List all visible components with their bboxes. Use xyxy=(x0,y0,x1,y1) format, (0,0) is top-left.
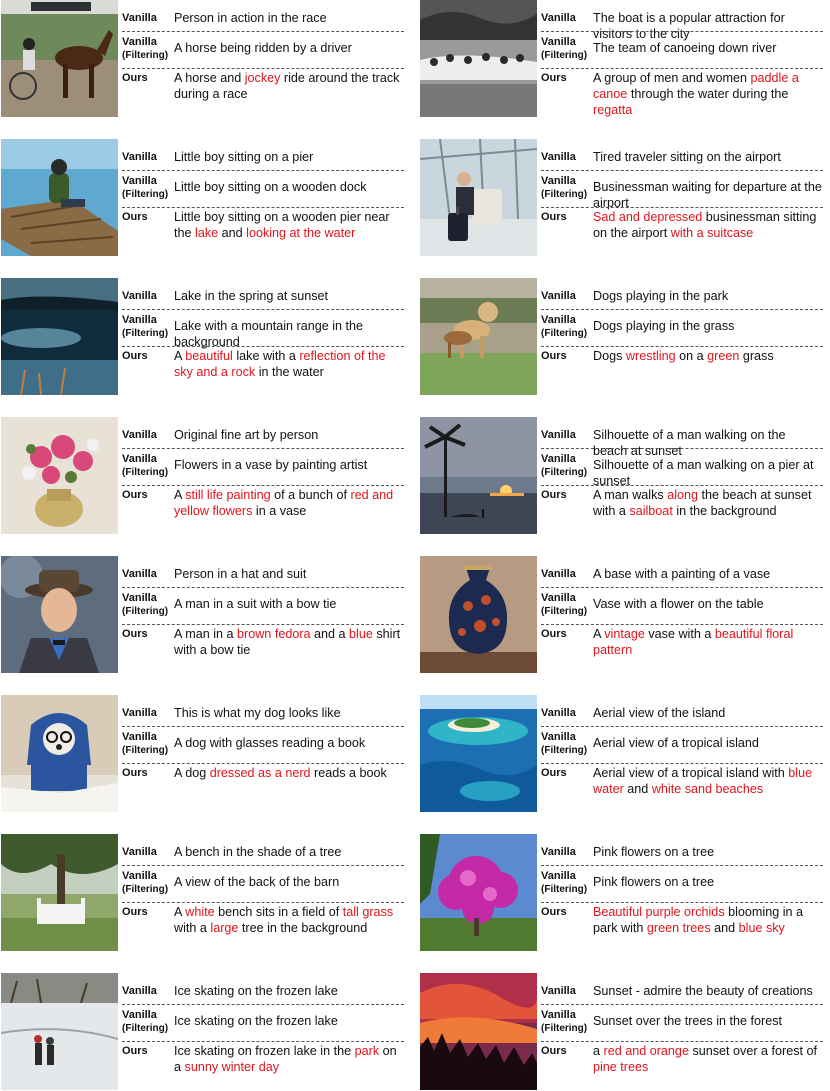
highlighted-phrase: green xyxy=(707,349,740,363)
caption-segment: A group of men and women xyxy=(593,71,751,85)
filtering-label-main: Vanilla xyxy=(122,175,157,187)
example-entry xyxy=(419,278,829,396)
vanilla-caption: This is what my dog looks like xyxy=(174,706,341,720)
vanilla-caption: The boat is a popular attraction for visitors to the city xyxy=(593,11,785,41)
ours-caption xyxy=(174,209,404,241)
ours-label: Ours xyxy=(541,211,567,223)
caption-group xyxy=(541,278,823,396)
ours-caption xyxy=(174,765,404,781)
caption-segment: sunset over a forest of xyxy=(688,1044,818,1058)
filtering-label-sub: (Filtering) xyxy=(541,884,588,895)
caption-segment: in the background xyxy=(672,504,777,518)
highlighted-phrase: brown fedora xyxy=(237,627,311,641)
vanilla-label: Vanilla xyxy=(541,846,576,858)
filtering-label-sub: (Filtering) xyxy=(541,328,588,339)
filtering-caption: Pink flowers on a tree xyxy=(593,875,715,889)
example-image xyxy=(1,556,118,673)
example-image xyxy=(1,139,118,256)
caption-segment: a xyxy=(593,1044,604,1058)
vanilla-caption: A bench in the shade of a tree xyxy=(174,845,342,859)
ours-label: Ours xyxy=(541,767,567,779)
highlighted-phrase: red and orange xyxy=(603,1044,689,1058)
highlighted-phrase: sailboat xyxy=(629,504,673,518)
example-image xyxy=(1,417,118,534)
filtering-caption: Silhouette of a man walking on a pier at sunset xyxy=(593,458,814,488)
filtering-label-main: Vanilla xyxy=(122,314,157,326)
filtering-label-sub: (Filtering) xyxy=(122,50,169,61)
caption-segment: bench sits in a field of xyxy=(214,905,343,919)
filtering-label-sub: (Filtering) xyxy=(541,745,588,756)
caption-segment: A xyxy=(174,488,186,502)
caption-segment: A xyxy=(593,627,605,641)
filtering-label xyxy=(541,314,591,340)
caption-segment: A xyxy=(174,905,186,919)
caption-segment: A dog xyxy=(174,766,210,780)
caption-segment: on a xyxy=(174,1044,397,1074)
highlighted-phrase: Beautiful purple orchids xyxy=(593,905,725,919)
filtering-label-sub: (Filtering) xyxy=(541,467,588,478)
filtering-label-main: Vanilla xyxy=(541,36,576,48)
vanilla-caption: Person in action in the race xyxy=(174,11,327,25)
filtering-label xyxy=(122,36,172,62)
vanilla-label: Vanilla xyxy=(541,151,576,163)
caption-segment: and xyxy=(623,782,652,796)
example-entry xyxy=(0,278,410,396)
highlighted-phrase: lake xyxy=(195,226,219,240)
vanilla-label: Vanilla xyxy=(122,12,157,24)
caption-segment: vase with a xyxy=(644,627,715,641)
ours-caption xyxy=(593,1043,823,1075)
vanilla-caption: Pink flowers on a tree xyxy=(593,845,715,859)
vanilla-label: Vanilla xyxy=(541,707,576,719)
filtering-label xyxy=(122,314,172,340)
ours-label: Ours xyxy=(541,628,567,640)
filtering-label xyxy=(541,453,591,479)
highlighted-phrase: beautiful floral pattern xyxy=(593,627,794,657)
filtering-label-main: Vanilla xyxy=(541,731,576,743)
highlighted-phrase: regatta xyxy=(593,103,633,117)
caption-group xyxy=(122,0,404,118)
caption-segment: reads a book xyxy=(310,766,387,780)
ours-caption xyxy=(593,626,823,658)
filtering-label-main: Vanilla xyxy=(122,731,157,743)
filtering-label-main: Vanilla xyxy=(122,453,157,465)
example-image xyxy=(1,695,118,812)
highlighted-phrase: green trees xyxy=(646,921,711,935)
vanilla-label: Vanilla xyxy=(541,568,576,580)
highlighted-phrase: blue water xyxy=(593,766,813,796)
vanilla-caption: Little boy sitting on a pier xyxy=(174,150,314,164)
highlighted-phrase: park xyxy=(354,1044,380,1058)
ours-label: Ours xyxy=(122,767,148,779)
caption-group xyxy=(541,0,823,118)
highlighted-phrase: vintage xyxy=(604,627,645,641)
caption-group xyxy=(122,139,404,257)
ours-caption xyxy=(593,765,823,797)
filtering-caption: Flowers in a vase by painting artist xyxy=(174,458,368,472)
highlighted-phrase: tall grass xyxy=(342,905,394,919)
filtering-label-main: Vanilla xyxy=(122,592,157,604)
filtering-caption: Dogs playing in the grass xyxy=(593,319,735,333)
caption-segment: shirt with a bow tie xyxy=(174,627,401,657)
example-entry xyxy=(419,139,829,257)
filtering-label-sub: (Filtering) xyxy=(122,884,169,895)
caption-segment: businessman sitting on the airport xyxy=(593,210,817,240)
highlighted-phrase: looking at the water xyxy=(246,226,356,240)
caption-segment: blooming in a park with xyxy=(593,905,804,935)
highlighted-phrase: reflection of the sky and a rock xyxy=(174,349,386,379)
filtering-caption: Sunset over the trees in the forest xyxy=(593,1014,783,1028)
ours-caption xyxy=(174,70,404,102)
vanilla-label: Vanilla xyxy=(122,707,157,719)
filtering-caption: A man in a suit with a bow tie xyxy=(174,597,337,611)
caption-segment: grass xyxy=(739,349,774,363)
caption-segment: A horse and xyxy=(174,71,245,85)
ours-caption xyxy=(593,487,823,519)
filtering-label xyxy=(541,36,591,62)
filtering-caption: Businessman waiting for departure at the airport xyxy=(593,180,822,210)
highlighted-phrase: paddle a canoe xyxy=(593,71,799,101)
filtering-label xyxy=(122,870,172,896)
filtering-label-sub: (Filtering) xyxy=(541,1023,588,1034)
filtering-label xyxy=(541,592,591,618)
filtering-label-main: Vanilla xyxy=(541,314,576,326)
highlighted-phrase: dressed as a nerd xyxy=(209,766,311,780)
example-entry xyxy=(0,556,410,674)
highlighted-phrase: Sad and depressed xyxy=(593,210,703,224)
ours-caption xyxy=(174,904,404,936)
caption-group xyxy=(122,278,404,396)
example-image xyxy=(1,834,118,951)
filtering-caption: Lake with a mountain range in the background xyxy=(174,319,364,349)
caption-group xyxy=(541,695,823,813)
caption-segment: Dogs xyxy=(593,349,626,363)
highlighted-phrase: large xyxy=(210,921,239,935)
ours-label: Ours xyxy=(122,489,148,501)
vanilla-caption: Ice skating on the frozen lake xyxy=(174,984,338,998)
filtering-label-main: Vanilla xyxy=(122,870,157,882)
ours-caption xyxy=(593,209,823,241)
highlighted-phrase: white xyxy=(185,905,215,919)
vanilla-label: Vanilla xyxy=(541,985,576,997)
caption-segment: and xyxy=(710,921,739,935)
filtering-label xyxy=(122,592,172,618)
caption-group xyxy=(122,417,404,535)
caption-group xyxy=(122,973,404,1091)
vanilla-label: Vanilla xyxy=(541,12,576,24)
ours-label: Ours xyxy=(122,628,148,640)
example-image xyxy=(1,0,118,117)
example-entry xyxy=(419,556,829,674)
vanilla-label: Vanilla xyxy=(122,290,157,302)
caption-segment: ride around the track during a race xyxy=(174,71,400,101)
filtering-label-main: Vanilla xyxy=(541,592,576,604)
filtering-caption: A dog with glasses reading a book xyxy=(174,736,366,750)
highlighted-phrase: red and yellow flowers xyxy=(174,488,394,518)
caption-segment: with a xyxy=(174,921,211,935)
filtering-label-main: Vanilla xyxy=(122,36,157,48)
caption-segment: Aerial view of a tropical island with xyxy=(593,766,789,780)
vanilla-caption: A base with a painting of a vase xyxy=(593,567,771,581)
example-image xyxy=(1,973,118,1090)
highlighted-phrase: beautiful xyxy=(185,349,233,363)
filtering-label-sub: (Filtering) xyxy=(122,1023,169,1034)
vanilla-caption: Silhouette of a man walking on the beach at sunset xyxy=(593,428,786,458)
caption-segment: A man walks xyxy=(593,488,668,502)
highlighted-phrase: white sand beaches xyxy=(651,782,764,796)
caption-group xyxy=(541,139,823,257)
ours-caption xyxy=(593,348,823,364)
caption-segment: lake with a xyxy=(232,349,300,363)
example-entry xyxy=(0,834,410,952)
filtering-label xyxy=(541,1009,591,1035)
example-image xyxy=(420,695,537,812)
caption-segment: and a xyxy=(310,627,350,641)
caption-group xyxy=(122,556,404,674)
vanilla-caption: Person in a hat and suit xyxy=(174,567,307,581)
caption-segment: through the water during the xyxy=(627,87,789,101)
caption-segment: on a xyxy=(675,349,708,363)
vanilla-caption: Lake in the spring at sunset xyxy=(174,289,329,303)
caption-segment: A man in a xyxy=(174,627,238,641)
filtering-label xyxy=(122,453,172,479)
ours-label: Ours xyxy=(541,906,567,918)
ours-label: Ours xyxy=(122,1045,148,1057)
ours-caption xyxy=(174,1043,404,1075)
highlighted-phrase: blue xyxy=(349,627,373,641)
filtering-label xyxy=(122,1009,172,1035)
example-image xyxy=(420,278,537,395)
filtering-label-sub: (Filtering) xyxy=(541,189,588,200)
caption-group xyxy=(122,834,404,952)
example-entry xyxy=(0,417,410,535)
example-entry xyxy=(0,0,410,118)
caption-segment: the beach at sunset with a xyxy=(593,488,812,518)
example-image xyxy=(1,278,118,395)
example-entry xyxy=(419,695,829,813)
filtering-caption: Aerial view of a tropical island xyxy=(593,736,759,750)
filtering-label xyxy=(541,731,591,757)
ours-caption xyxy=(174,348,404,380)
vanilla-label: Vanilla xyxy=(122,985,157,997)
example-entry xyxy=(419,973,829,1091)
ours-caption xyxy=(174,626,404,658)
highlighted-phrase: blue sky xyxy=(738,921,785,935)
ours-caption xyxy=(593,904,823,936)
example-entry xyxy=(0,139,410,257)
filtering-label-sub: (Filtering) xyxy=(122,189,169,200)
example-image xyxy=(420,139,537,256)
vanilla-label: Vanilla xyxy=(122,151,157,163)
ours-label: Ours xyxy=(541,1045,567,1057)
highlighted-phrase: jockey xyxy=(244,71,281,85)
ours-label: Ours xyxy=(541,350,567,362)
example-image xyxy=(420,973,537,1090)
example-image xyxy=(420,417,537,534)
example-entry xyxy=(419,417,829,535)
vanilla-caption: Tired traveler sitting on the airport xyxy=(593,150,781,164)
caption-segment: A xyxy=(174,349,186,363)
ours-label: Ours xyxy=(122,906,148,918)
filtering-caption: A horse being ridden by a driver xyxy=(174,41,352,55)
example-entry xyxy=(0,695,410,813)
highlighted-phrase: sunny winter day xyxy=(184,1060,280,1074)
filtering-label-sub: (Filtering) xyxy=(122,606,169,617)
vanilla-label: Vanilla xyxy=(541,290,576,302)
example-entry xyxy=(0,973,410,1091)
highlighted-phrase: with a suitcase xyxy=(670,226,754,240)
caption-segment: Ice skating on frozen lake in the xyxy=(174,1044,355,1058)
vanilla-caption: Dogs playing in the park xyxy=(593,289,729,303)
vanilla-caption: Sunset - admire the beauty of creations xyxy=(593,984,813,998)
ours-label: Ours xyxy=(541,72,567,84)
highlighted-phrase: pine trees xyxy=(593,1060,649,1074)
filtering-label-main: Vanilla xyxy=(541,870,576,882)
highlighted-phrase: along xyxy=(667,488,699,502)
ours-label: Ours xyxy=(541,489,567,501)
filtering-label-sub: (Filtering) xyxy=(122,745,169,756)
filtering-label xyxy=(122,731,172,757)
caption-segment: and xyxy=(218,226,247,240)
vanilla-label: Vanilla xyxy=(122,846,157,858)
filtering-label-sub: (Filtering) xyxy=(541,606,588,617)
filtering-label-main: Vanilla xyxy=(541,175,576,187)
ours-caption xyxy=(174,487,404,519)
vanilla-caption: Original fine art by person xyxy=(174,428,319,442)
caption-segment: Little boy sitting on a wooden pier near the xyxy=(174,210,390,240)
example-image xyxy=(420,556,537,673)
caption-segment: in the water xyxy=(255,365,324,379)
filtering-caption: Vase with a flower on the table xyxy=(593,597,764,611)
filtering-caption: Little boy sitting on a wooden dock xyxy=(174,180,367,194)
vanilla-label: Vanilla xyxy=(122,568,157,580)
filtering-label-main: Vanilla xyxy=(122,1009,157,1021)
caption-segment: of a bunch of xyxy=(270,488,351,502)
filtering-label xyxy=(541,175,591,201)
vanilla-caption: Aerial view of the island xyxy=(593,706,726,720)
filtering-label-sub: (Filtering) xyxy=(122,467,169,478)
ours-caption xyxy=(593,70,823,118)
vanilla-label: Vanilla xyxy=(122,429,157,441)
example-image xyxy=(420,834,537,951)
caption-group xyxy=(122,695,404,813)
example-entry xyxy=(419,0,829,118)
filtering-caption: A view of the back of the barn xyxy=(174,875,340,889)
highlighted-phrase: wrestling xyxy=(625,349,676,363)
filtering-label-sub: (Filtering) xyxy=(122,328,169,339)
filtering-label-main: Vanilla xyxy=(541,1009,576,1021)
caption-group xyxy=(541,834,823,952)
caption-group xyxy=(541,417,823,535)
vanilla-label: Vanilla xyxy=(541,429,576,441)
filtering-label-main: Vanilla xyxy=(541,453,576,465)
caption-segment: tree in the background xyxy=(238,921,368,935)
highlighted-phrase: still life painting xyxy=(185,488,271,502)
filtering-caption: The team of canoeing down river xyxy=(593,41,777,55)
filtering-caption: Ice skating on the frozen lake xyxy=(174,1014,338,1028)
filtering-label xyxy=(541,870,591,896)
ours-label: Ours xyxy=(122,211,148,223)
caption-group xyxy=(541,556,823,674)
example-entry xyxy=(419,834,829,952)
caption-segment: in a vase xyxy=(252,504,307,518)
filtering-label xyxy=(122,175,172,201)
ours-label: Ours xyxy=(122,72,148,84)
example-image xyxy=(420,0,537,117)
ours-label: Ours xyxy=(122,350,148,362)
filtering-label-sub: (Filtering) xyxy=(541,50,588,61)
caption-group xyxy=(541,973,823,1091)
